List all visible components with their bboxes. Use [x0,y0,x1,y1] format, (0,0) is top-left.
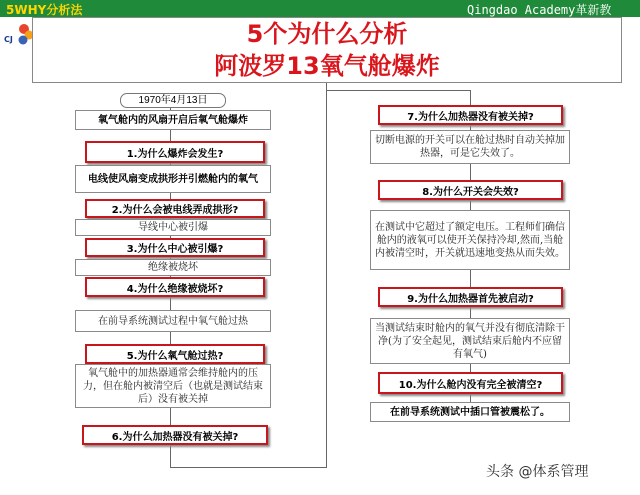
answer-5: 氧气舱中的加热器通常会维持舱内的压力，但在舱内被清空后（也就是测试结束后）没有被关掉 [75,364,271,408]
connector-line [170,467,327,468]
question-5: 5.为什么氧气舱过热? [85,344,265,364]
question-8: 8.为什么开关会失效? [378,180,563,200]
question-10: 10.为什么舱内没有完全被清空? [378,372,563,394]
title-line-1: 5个为什么分析 [246,20,408,48]
answer-4: 在前导系统测试过程中氧气舱过热 [75,310,271,332]
question-2: 2.为什么会被电线弄成拱形? [85,199,265,218]
answer-10: 在前导系统测试中插口管被震松了。 [370,402,570,422]
connector-line [470,90,471,106]
watermark [486,461,588,481]
question-3: 3.为什么中心被引爆? [85,238,265,257]
question-1: 1.为什么爆炸会发生? [85,141,265,163]
connector-line [326,83,327,468]
connector-line [170,443,171,468]
answer-8: 在测试中它超过了额定电压。工程师们确信舱内的液氧可以使开关保持冷却,然而,当舱内被清空时，开关就迅速地变热从而失效。 [370,210,570,270]
answer-7: 切断电源的开关可以在舱过热时自动关掉加热器，可是它失效了。 [370,130,570,164]
question-4: 4.为什么绝缘被烧坏? [85,277,265,297]
answer-3: 绝缘被烧坏 [75,259,271,276]
answer-9: 当测试结束时舱内的氧气并没有彻底清除干净(为了安全起见，测试结束后舱内不应留有氧气) [370,318,570,364]
answer-1: 电线使风扇变成拱形并引燃舱内的氧气 [75,165,271,193]
event-box: 氧气舱内的风扇开启后氧气舱爆炸 [75,110,271,130]
header-right-text: Qingdao Academy革新教 [467,3,612,17]
watermark-text: 头条 @体系管理 [486,464,589,480]
date-label: 1970年4月13日 [120,93,226,108]
cj-logo [4,20,34,46]
question-9: 9.为什么加热器首先被启动? [378,287,563,307]
title-box [32,17,622,83]
question-7: 7.为什么加热器没有被关掉? [378,105,563,125]
title-line-2: 阿波罗13氧气舱爆炸 [214,52,440,80]
connector-line [326,90,471,91]
question-6: 6.为什么加热器没有被关掉? [82,425,268,445]
header-left-text: 5WHY分析法 [6,3,83,17]
logo-text: CJ [4,35,13,44]
answer-2: 导线中心被引爆 [75,219,271,236]
